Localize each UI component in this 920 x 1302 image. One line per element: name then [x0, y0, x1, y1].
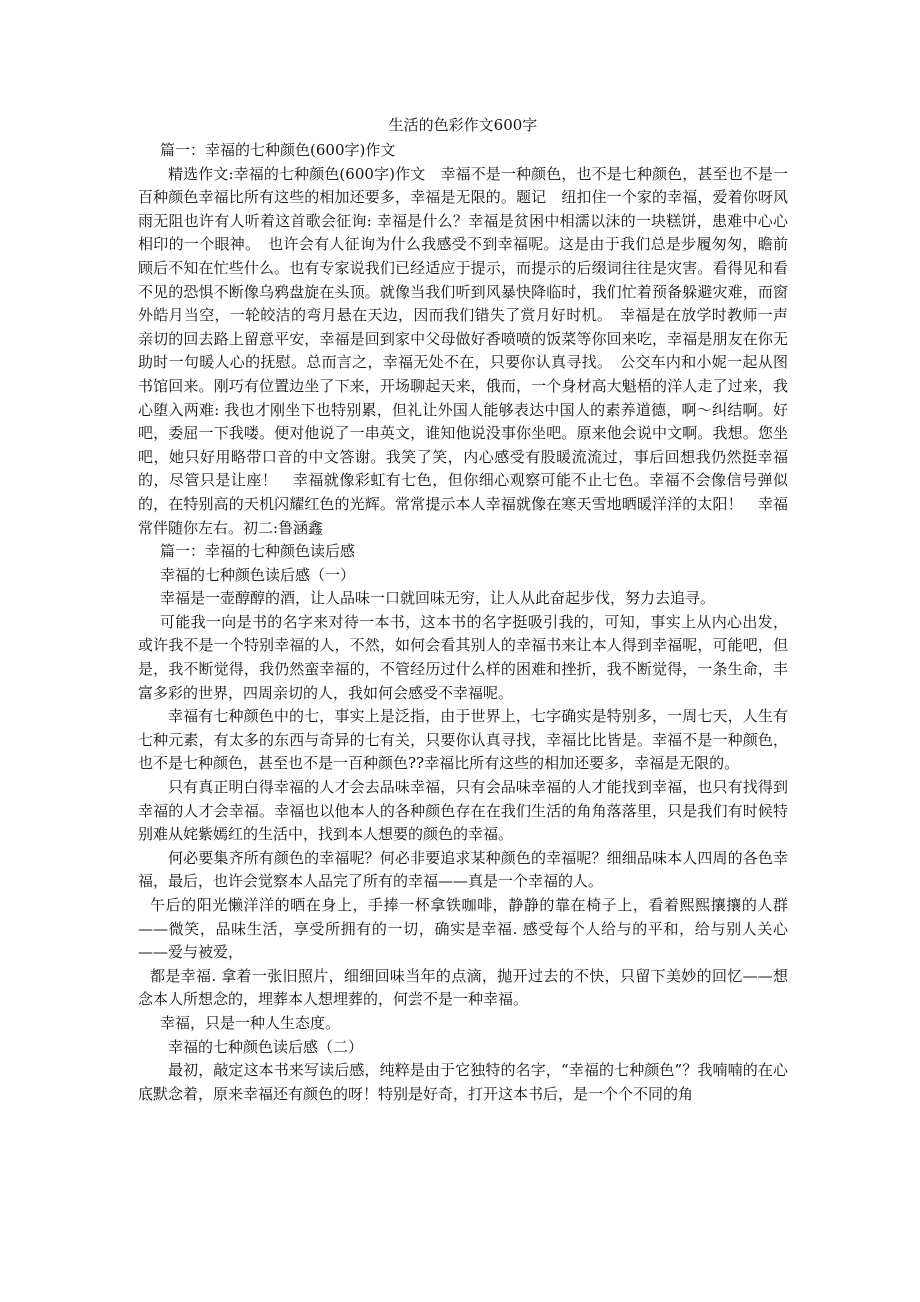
body-paragraph: 只有真正明白得幸福的人才会去品味幸福，只有会品味幸福的人才能找到幸福，也只有找得到幸福的人才会幸福。幸福也以他本人的各种颜色存在在我们生活的角角落落里，只是我们有时候特别难从姹紫嫣红的生活中，找到本人想要的颜色的幸福。 — [138, 778, 788, 844]
body-paragraph: 可能我一向是书的名字来对待一本书，这本书的名字挺吸引我的，可知，事实上从内心出发，或许我不是一个特别幸福的人，不然，如何会看其别人的幸福书来让本人得到幸福呢，可能吧，但是，我不断觉得，我仍然蛮幸福的，不管经历过什么样的困难和挫折，我不断觉得，一条生命，丰富多彩的世界，四周亲切的人，我如何会感受不幸福呢。 — [138, 612, 788, 702]
body-paragraph: 午后的阳光懒洋洋的晒在身上，手捧一杯拿铁咖啡，静静的靠在椅子上，看着熙熙攘攘的人群——微笑，品味生活，享受所拥有的一切，确实是幸福. 感受每个人给与的平和，给与别人关心——爱与被爱， — [138, 896, 788, 962]
document-title: 生活的色彩作文600字 — [388, 116, 538, 134]
body-paragraph: 都是幸福. 拿着一张旧照片，细细回味当年的点滴，抛开过去的不快，只留下美妙的回忆——想念本人所想念的，埋葬本人想埋葬的，何尝不是一种幸福。 — [138, 966, 788, 1009]
body-paragraph: 何必要集齐所有颜色的幸福呢？何必非要追求某种颜色的幸福呢？细细品味本人四周的各色幸福，最后，也许会觉察本人品完了所有的幸福——真是一个幸福的人。 — [138, 848, 788, 891]
document-page — [138, 115, 788, 1106]
body-paragraph: 幸福是一壶醇醇的酒，让人品味一口就回味无穷，让人从此奋起步伐，努力去追寻。 — [160, 589, 716, 608]
subsection-heading: 幸福的七种颜色读后感（一） — [160, 565, 356, 584]
body-paragraph: 精选作文:幸福的七种颜色(600字)作文 幸福不是一种颜色，也不是七种颜色，甚至也不是一百种颜色幸福比所有这些的相加还要多，幸福是无限的。题记 纽扣住一个家的幸福，爱着你呀风雨无阻也许有人听着这首歌会征询: 幸福是什么？幸福是贫困中相濡以沫的一块糕饼，患难中心心相印的一个眼神。 也许会有人征询为什么我感受不到幸福呢。这是由于我们总是步履匆匆，瞻前顾后不知在忙些什么。也有专家说我们已经适应于提示，而提示的后缀词往往是灾害。看得见和看不见的恐惧不断像乌鸦盘旋在头顶。就像当我们听到风暴快降临时，我们忙着预备躲避灾难，而窗外皓月当空，一轮皎洁的弯月悬在天边，因而我们错失了赏月好时机。 幸福是在放学时教师一声亲切的回去路上留意平安，幸福是回到家中父母做好香喷喷的饭菜等你回来吃，幸福是朋友在你无助时一句暖人心的抚慰。总而言之，幸福无处不在，只要你认真寻找。 公交车内和小妮一起从图书馆回来。刚巧有位置边坐了下来，开场聊起天来，俄而，一个身材高大魁梧的洋人走了过来，我心堕入两难: 我也才刚坐下也特别累，但礼让外国人能够表达中国人的素养道德，啊～纠结啊。好吧，委屈一下我喽。便对他说了一串英文，谁知他说没事你坐吧。原来他会说中文啊。我想。您坐吧，她只好用略带口音的中文答谢。我笑了笑，内心感受有股暖流流过，事后回想我仍然挺幸福的，尽管只是让座！ 幸福就像彩虹有七色，但你细心观察可能不止七色。幸福不会像信号弹似的，在特别高的天机闪耀红色的光辉。常常提示本人幸福就像在寒天雪地晒暖洋洋的太阳！ 幸福常伴随你左右。初二:鲁涵鑫 — [138, 164, 788, 537]
section-heading: 篇一：幸福的七种颜色(600字)作文 — [160, 141, 396, 159]
section-heading: 篇一：幸福的七种颜色读后感 — [160, 542, 356, 561]
subsection-heading: 幸福的七种颜色读后感（二） — [168, 1037, 364, 1056]
body-paragraph: 幸福有七种颜色中的七，事实上是泛指，由于世界上，七字确实是特别多，一周七天，人生有七种元素，有太多的东西与奇异的七有关，只要你认真寻找，幸福比比皆是。幸福不是一种颜色，也不是七种颜色，甚至也不是一百种颜色??幸福比所有这些的相加还要多，幸福是无限的。 — [138, 707, 788, 773]
body-paragraph: 最初，敲定这本书来写读后感，纯粹是由于它独特的名字，“幸福的七种颜色”？我喃喃的在心底默念着，原来幸福还有颜色的呀！特别是好奇，打开这本书后，是一个个不同的角 — [138, 1061, 788, 1103]
body-paragraph: 幸福，只是一种人生态度。 — [160, 1013, 341, 1032]
